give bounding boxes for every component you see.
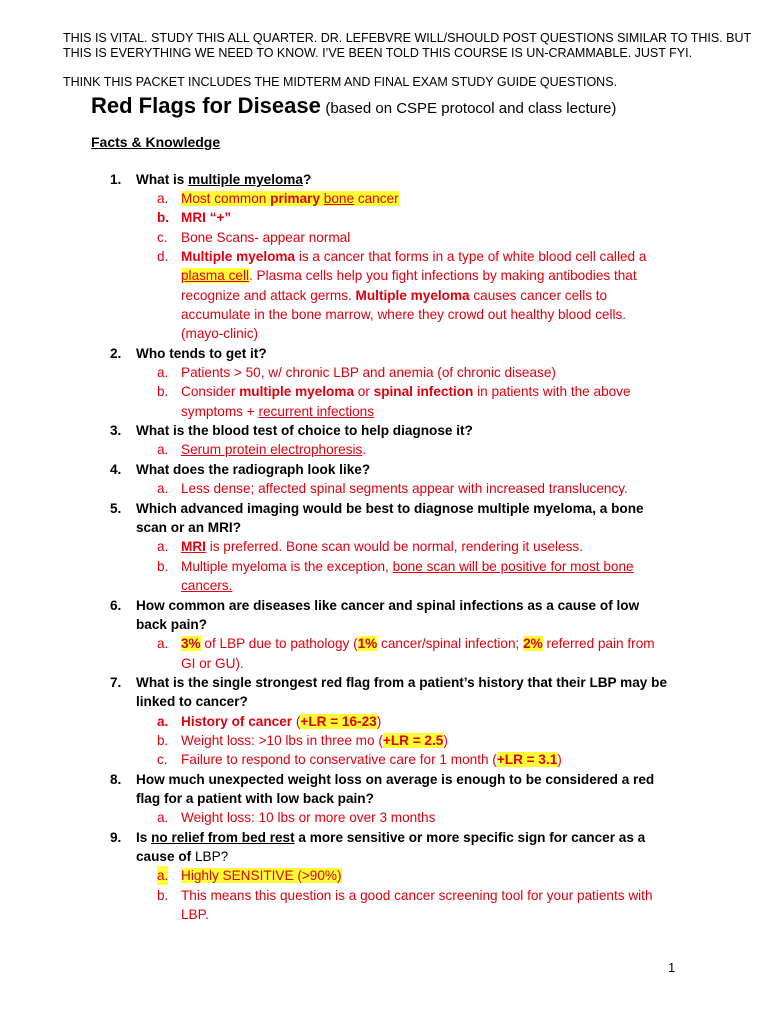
instructor-note-line-2: THIS IS EVERYTHING WE NEED TO KNOW. I’VE BEEN TOLD THIS COURSE IS UN-CRAMMABLE. JUST FYI. (63, 46, 693, 60)
question-1: What is multiple myeloma? (136, 172, 312, 187)
question-4: What does the radiograph look like? (136, 462, 371, 477)
answer-label: a. (157, 810, 169, 825)
answer-1c: Bone Scans- appear normal (181, 230, 351, 245)
section-heading: Facts & Knowledge (91, 134, 221, 150)
answer-1d-line-4: accumulate in the bone marrow, where they crowd out healthy blood cells. (181, 307, 627, 322)
answer-6a-line-1: 3% of LBP due to pathology (1% cancer/spinal infection; 2% referred pain from (181, 636, 655, 651)
answer-label: a. (157, 539, 169, 554)
instructor-note-line-1: THIS IS VITAL. STUDY THIS ALL QUARTER. DR. LEFEBVRE WILL/SHOULD POST QUESTIONS SIMILAR TO THIS. BUT (63, 31, 752, 45)
answer-label: a. (157, 866, 168, 885)
answer-label: a. (157, 191, 169, 206)
question-number: 4. (110, 462, 122, 477)
answer-8a: Weight loss: 10 lbs or more over 3 months (181, 810, 436, 825)
answer-7b: Weight loss: >10 lbs in three mo (+LR = 2.5) (181, 733, 448, 748)
answer-5b-line-1: Multiple myeloma is the exception, bone scan will be positive for most bone (181, 559, 634, 574)
answer-label: a. (157, 636, 169, 651)
question-3: What is the blood test of choice to help diagnose it? (136, 423, 473, 438)
answer-label: a. (157, 442, 169, 457)
question-number: 1. (110, 172, 122, 187)
question-number: 2. (110, 346, 122, 361)
question-7-line-1: What is the single strongest red flag from a patient’s history that their LBP may be (136, 675, 668, 690)
answer-label: b. (157, 888, 169, 903)
answer-2a: Patients > 50, w/ chronic LBP and anemia (of chronic disease) (181, 365, 556, 380)
answer-1d-line-1: Multiple myeloma is a cancer that forms in a type of white blood cell called a (181, 249, 647, 264)
question-2: Who tends to get it? (136, 346, 267, 361)
answer-4a: Less dense; affected spinal segments appear with increased translucency. (181, 481, 628, 496)
answer-6a-line-2: GI or GU). (181, 656, 244, 671)
page-number: 1 (668, 960, 676, 975)
question-6-line-1: How common are diseases like cancer and spinal infections as a cause of low (136, 598, 640, 613)
answer-label: a. (157, 365, 169, 380)
answer-7a: History of cancer (+LR = 16-23) (181, 714, 382, 729)
question-8-line-2: flag for a patient with low back pain? (136, 791, 374, 806)
answer-1a: Most common primary bone cancer (181, 191, 399, 206)
answer-label: a. (157, 481, 169, 496)
answer-1d-line-3: recognize and attack germs. Multiple myeloma causes cancer cells to (181, 288, 608, 303)
answer-9b-line-2: LBP. (181, 907, 209, 922)
answer-label: b. (157, 384, 169, 399)
answer-5a: MRI is preferred. Bone scan would be normal, rendering it useless. (181, 539, 583, 554)
question-number: 7. (110, 675, 122, 690)
answer-2b-line-2: symptoms + recurrent infections (181, 404, 375, 419)
title-main: Red Flags for Disease (91, 93, 321, 118)
question-9-line-1: Is no relief from bed rest a more sensitive or more specific sign for cancer as a (136, 830, 646, 845)
question-5-line-1: Which advanced imaging would be best to diagnose multiple myeloma, a bone (136, 501, 644, 516)
question-7-line-2: linked to cancer? (136, 694, 248, 709)
answer-9b-line-1: This means this question is a good cancer screening tool for your patients with (181, 888, 653, 903)
answer-2b-line-1: Consider multiple myeloma or spinal infection in patients with the above (181, 384, 631, 399)
answer-label: b. (157, 210, 170, 225)
question-number: 9. (110, 830, 122, 845)
answer-label: d. (157, 249, 169, 264)
answer-label: c. (157, 230, 168, 245)
question-9-line-2: cause of LBP? (136, 849, 229, 864)
title-subtitle: (based on CSPE protocol and class lecture) (325, 100, 617, 117)
question-6-line-2: back pain? (136, 617, 208, 632)
answer-label: b. (157, 559, 169, 574)
question-number: 8. (110, 772, 122, 787)
answer-1b: MRI “+” (181, 210, 232, 225)
question-8-line-1: How much unexpected weight loss on average is enough to be considered a red (136, 772, 655, 787)
question-number: 3. (110, 423, 122, 438)
question-5-line-2: scan or an MRI? (136, 520, 241, 535)
instructor-note-line-3: THINK THIS PACKET INCLUDES THE MIDTERM AND FINAL EXAM STUDY GUIDE QUESTIONS. (63, 75, 618, 89)
answer-5b-line-2: cancers. (181, 578, 233, 593)
page-title (91, 93, 616, 119)
answer-1d-line-5: (mayo-clinic) (181, 326, 259, 341)
answer-7c: Failure to respond to conservative care for 1 month (+LR = 3.1) (181, 752, 562, 767)
answer-3a: Serum protein electrophoresis. (181, 442, 367, 457)
answer-9a: Highly SENSITIVE (>90%) (181, 868, 342, 883)
question-number: 6. (110, 598, 122, 613)
answer-1d-line-2: plasma cell. Plasma cells help you fight infections by making antibodies that (181, 268, 637, 283)
answer-label: b. (157, 733, 169, 748)
answer-label: c. (157, 752, 168, 767)
question-number: 5. (110, 501, 122, 516)
answer-label: a. (157, 714, 169, 729)
